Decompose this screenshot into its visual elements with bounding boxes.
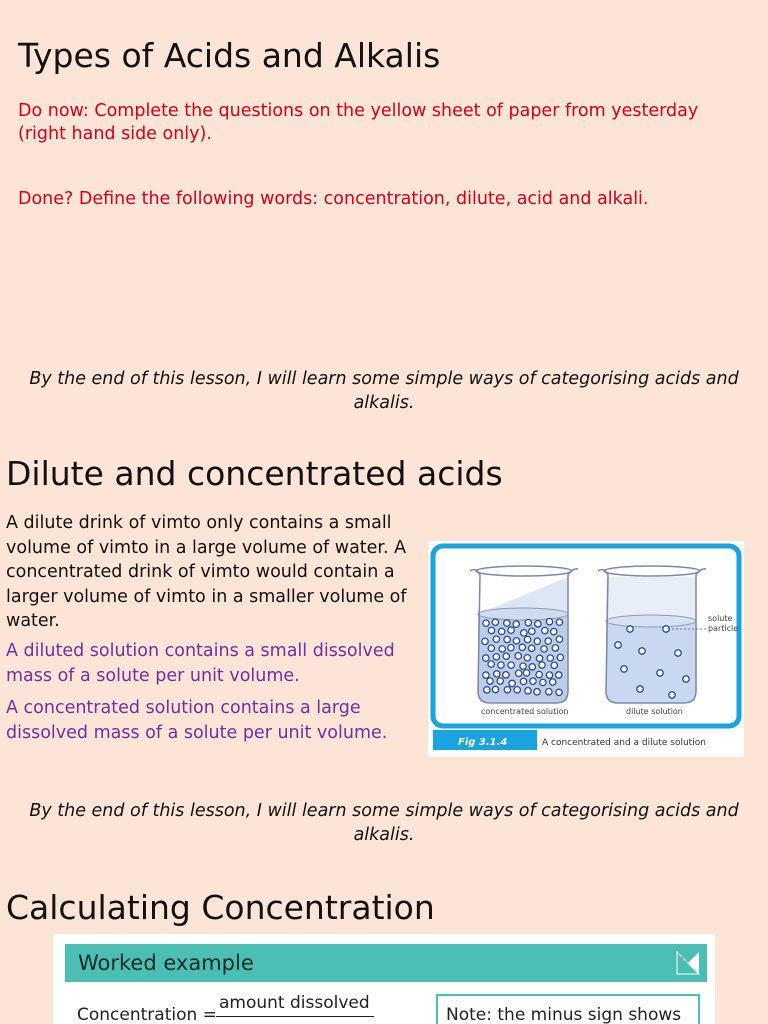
vimto-explanation: A dilute drink of vimto only contains a small volume of vimto in a large volume of water. A concentrated drink of vimto would contain a larger volume of vimto in a smaller volume of water. (6, 513, 407, 631)
solute-particle (515, 653, 521, 659)
solute-particle (513, 638, 519, 644)
solute-particle (508, 627, 514, 633)
solute-particle (493, 654, 499, 660)
fraction-line (216, 1016, 374, 1017)
solute-particle (488, 627, 494, 633)
solute-particle (551, 662, 557, 668)
slide-calculating-concentration (0, 864, 768, 1024)
worked-example-title: Worked example (78, 951, 254, 975)
solute-particle (541, 646, 547, 652)
note-text: Note: the minus sign shows (446, 1005, 682, 1024)
slide-types-of-acids (0, 0, 768, 432)
solute-particle (484, 687, 490, 693)
solute-particle (525, 688, 531, 694)
solute-particle (492, 619, 498, 625)
formula-numerator: amount dissolved (219, 993, 370, 1013)
solute-particle (508, 644, 514, 650)
solute-particle (529, 664, 535, 670)
solute-particle (509, 680, 515, 686)
concentrated-beaker (470, 566, 578, 703)
solute-particle (552, 645, 558, 651)
done-text: Done? Define the following words: concentration, dilute, acid and alkali. (18, 189, 649, 209)
lesson-objective: By the end of this lesson, I will learn some simple ways of categorising acids and alkalis. (29, 801, 739, 845)
solute-particle (540, 679, 546, 685)
solute-particle (627, 626, 633, 632)
solute-particle (483, 672, 489, 678)
note-box (436, 994, 700, 1024)
particle-label: particle (708, 624, 739, 633)
solute-particle (683, 676, 689, 682)
solute-particle (535, 621, 541, 627)
slide-dilute-concentrated (0, 432, 768, 864)
solute-particle (546, 672, 552, 678)
solute-particle (556, 619, 562, 625)
solute-particle (669, 692, 675, 698)
solute-particle (504, 620, 510, 626)
solute-particle (497, 678, 503, 684)
solute-particle (556, 636, 562, 642)
solute-particle (536, 655, 542, 661)
solute-particle (498, 628, 504, 634)
solute-particle (555, 672, 561, 678)
solute-particle (528, 645, 534, 651)
worked-example-header (65, 944, 707, 982)
concentrated-solution-label: concentrated solution (481, 707, 569, 716)
solute-particle (514, 687, 520, 693)
solute-particle (508, 662, 514, 668)
solute-particle (615, 642, 621, 648)
concentrated-definition: A concentrated solution contains a large dissolved mass of a solute per unit volume. (6, 698, 388, 743)
solute-particle (520, 663, 526, 669)
slide-title: Calculating Concentration (6, 888, 435, 927)
solute-particle (546, 619, 552, 625)
solute-particle (520, 678, 526, 684)
solute-particle (542, 627, 548, 633)
solute-particle (675, 650, 681, 656)
solute-particle (534, 689, 540, 695)
solute-particle (504, 636, 510, 642)
solute-particle (525, 620, 531, 626)
figure-caption: A concentrated and a dilute solution (542, 738, 706, 748)
beaker-figure (428, 541, 744, 757)
solute-particle (530, 678, 536, 684)
solute-particle (487, 678, 493, 684)
solute-particle (488, 645, 494, 651)
solute-particle (493, 636, 499, 642)
dilute-solution-label: dilute solution (626, 707, 683, 716)
lesson-objective: By the end of this lesson, I will learn some simple ways of categorising acids and alkalis. (29, 369, 739, 413)
beaker-illustration (428, 541, 744, 757)
solute-particle (529, 628, 535, 634)
solute-particle (523, 670, 529, 676)
solute-particle (556, 689, 562, 695)
solute-particle (503, 672, 509, 678)
worked-example-box (53, 934, 715, 1024)
solute-particle (482, 638, 488, 644)
solute-particle (639, 648, 645, 654)
diluted-definition: A diluted solution contains a small dissolved mass of a solute per unit volume. (6, 641, 395, 686)
slide-title: Types of Acids and Alkalis (18, 36, 441, 75)
figure-number: Fig 3.1.4 (458, 737, 508, 748)
solute-particle (519, 644, 525, 650)
solute-particle (492, 686, 498, 692)
solute-particle (494, 671, 500, 677)
solute-particle (621, 666, 627, 672)
solute-particle (503, 653, 509, 659)
solute-particle (534, 638, 540, 644)
solute-particle (551, 628, 557, 634)
solute-particle (483, 620, 489, 626)
solute-particle (524, 636, 530, 642)
solute-particle (536, 671, 542, 677)
solute-particle (547, 655, 553, 661)
formula-label: Concentration = (77, 1005, 217, 1024)
solute-particle (557, 654, 563, 660)
solute-particle (513, 621, 519, 627)
solute-particle (498, 662, 504, 668)
solute-particle (521, 630, 527, 636)
solute-particle (546, 689, 552, 695)
solute-particle (504, 687, 510, 693)
solute-particle (499, 646, 505, 652)
solute-particle (657, 670, 663, 676)
solute-particle (545, 638, 551, 644)
solute-particle (488, 661, 494, 667)
solute-particle (539, 662, 545, 668)
solute-particle (637, 686, 643, 692)
solute-particle (524, 655, 530, 661)
solute-particle (549, 679, 555, 685)
solute-particle (515, 670, 521, 676)
dilute-beaker (598, 566, 706, 703)
solute-label: solute (708, 614, 733, 623)
page-corner-icon (675, 950, 701, 976)
slide-title: Dilute and concentrated acids (6, 454, 503, 493)
solute-particle (483, 655, 489, 661)
do-now-text: Do now: Complete the questions on the yellow sheet of paper from yesterday (right hand side only). (18, 101, 699, 144)
